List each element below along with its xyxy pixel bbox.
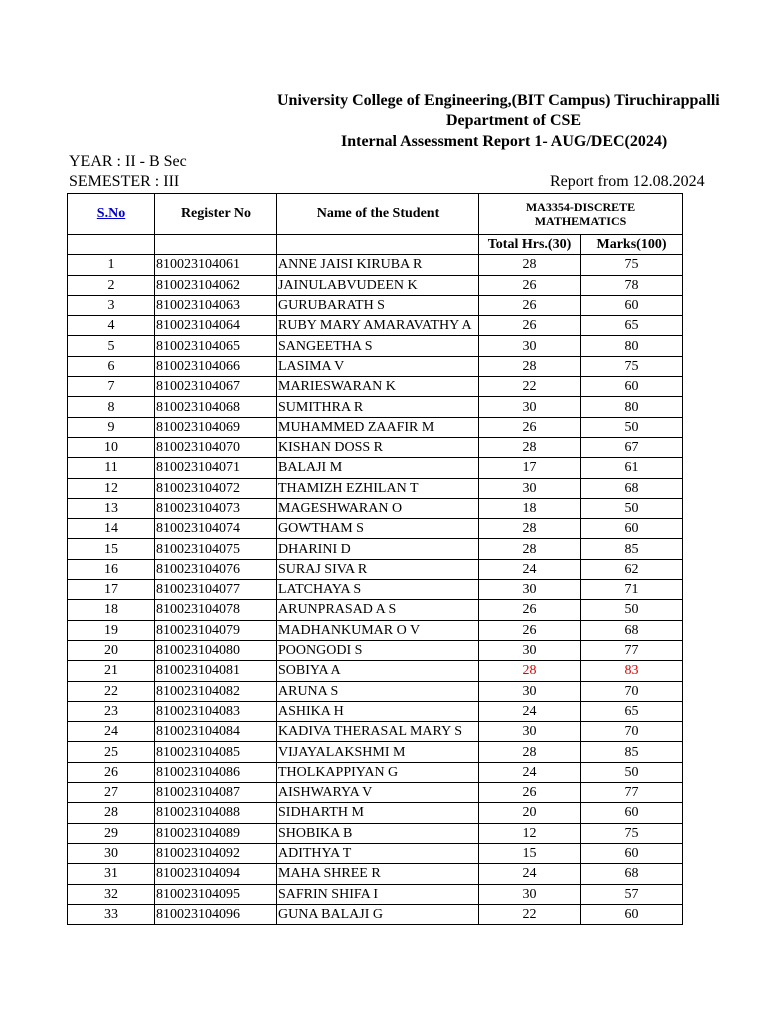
- total-hours-cell: 30: [479, 478, 581, 498]
- register-number-cell: 810023104087: [155, 783, 277, 803]
- serial-number-cell: 8: [68, 397, 155, 417]
- student-name-cell: SANGEETHA S: [277, 336, 479, 356]
- serial-number-cell: 30: [68, 843, 155, 863]
- total-hours-cell: 26: [479, 316, 581, 336]
- student-name-cell: MAHA SHREE R: [277, 864, 479, 884]
- serial-number-cell: 9: [68, 417, 155, 437]
- total-hours-cell: 24: [479, 864, 581, 884]
- total-hours-cell: 26: [479, 295, 581, 315]
- serial-number-cell: 10: [68, 437, 155, 457]
- table-row: [68, 255, 683, 275]
- serial-number-cell: 21: [68, 661, 155, 681]
- serial-number-cell: 6: [68, 356, 155, 376]
- marks-cell: 50: [581, 498, 683, 518]
- serial-number-cell: 11: [68, 458, 155, 478]
- total-hours-cell: 28: [479, 539, 581, 559]
- student-name-cell: SOBIYA A: [277, 661, 479, 681]
- serial-number-cell: 19: [68, 620, 155, 640]
- marks-cell: 61: [581, 458, 683, 478]
- register-no-header: Register No: [155, 194, 277, 235]
- serial-number-cell: 4: [68, 316, 155, 336]
- serial-number-cell: 32: [68, 884, 155, 904]
- marks-cell: 80: [581, 397, 683, 417]
- register-number-cell: 810023104073: [155, 498, 277, 518]
- register-number-cell: 810023104062: [155, 275, 277, 295]
- marks-cell: 57: [581, 884, 683, 904]
- total-hours-cell: 24: [479, 559, 581, 579]
- marks-cell: 78: [581, 275, 683, 295]
- total-hours-cell: 24: [479, 762, 581, 782]
- table-row: [68, 539, 683, 559]
- student-name-cell: ADITHYA T: [277, 843, 479, 863]
- total-hours-cell: 26: [479, 417, 581, 437]
- register-number-cell: 810023104088: [155, 803, 277, 823]
- serial-number-cell: 13: [68, 498, 155, 518]
- register-number-cell: 810023104086: [155, 762, 277, 782]
- serial-number-cell: 20: [68, 640, 155, 660]
- student-name-cell: SIDHARTH M: [277, 803, 479, 823]
- total-hours-cell: 26: [479, 783, 581, 803]
- register-number-cell: 810023104066: [155, 356, 277, 376]
- register-number-cell: 810023104064: [155, 316, 277, 336]
- semester: SEMESTER : III: [69, 173, 180, 190]
- student-name-cell: GURUBARATH S: [277, 295, 479, 315]
- marks-cell: 68: [581, 864, 683, 884]
- student-name-cell: SUMITHRA R: [277, 397, 479, 417]
- marks-cell: 75: [581, 823, 683, 843]
- student-name-cell: MARIESWARAN K: [277, 377, 479, 397]
- empty-header-cell: [68, 235, 155, 255]
- student-name-cell: GOWTHAM S: [277, 519, 479, 539]
- table-row: [68, 275, 683, 295]
- total-hours-cell: 12: [479, 823, 581, 843]
- register-number-cell: 810023104067: [155, 377, 277, 397]
- table-row: [68, 681, 683, 701]
- marks-cell: 60: [581, 904, 683, 924]
- serial-number-cell: 24: [68, 722, 155, 742]
- register-number-cell: 810023104076: [155, 559, 277, 579]
- table-row: [68, 701, 683, 721]
- student-name-cell: ARUNPRASAD A S: [277, 600, 479, 620]
- marks-cell: 85: [581, 742, 683, 762]
- register-number-cell: 810023104079: [155, 620, 277, 640]
- serial-number-cell: 3: [68, 295, 155, 315]
- table-row: [68, 559, 683, 579]
- student-name-cell: KISHAN DOSS R: [277, 437, 479, 457]
- table-row: [68, 783, 683, 803]
- register-number-cell: 810023104071: [155, 458, 277, 478]
- register-number-cell: 810023104095: [155, 884, 277, 904]
- total-hours-cell: 22: [479, 904, 581, 924]
- sno-header[interactable]: [68, 194, 155, 235]
- table-row: [68, 722, 683, 742]
- serial-number-cell: 16: [68, 559, 155, 579]
- student-name-cell: BALAJI M: [277, 458, 479, 478]
- total-hours-cell: 28: [479, 255, 581, 275]
- student-name-cell: MADHANKUMAR O V: [277, 620, 479, 640]
- table-row: [68, 336, 683, 356]
- student-name-cell: GUNA BALAJI G: [277, 904, 479, 924]
- table-row: [68, 620, 683, 640]
- serial-number-cell: 23: [68, 701, 155, 721]
- register-number-cell: 810023104074: [155, 519, 277, 539]
- serial-number-cell: 2: [68, 275, 155, 295]
- total-hours-cell: 15: [479, 843, 581, 863]
- table-row: [68, 580, 683, 600]
- student-name-cell: SURAJ SIVA R: [277, 559, 479, 579]
- serial-number-cell: 29: [68, 823, 155, 843]
- student-name-cell: MUHAMMED ZAAFIR M: [277, 417, 479, 437]
- table-row: [68, 316, 683, 336]
- serial-number-cell: 31: [68, 864, 155, 884]
- marks-cell: 71: [581, 580, 683, 600]
- total-hours-cell: 26: [479, 275, 581, 295]
- total-hours-cell: 26: [479, 620, 581, 640]
- total-hours-cell: 30: [479, 722, 581, 742]
- marks-cell: 50: [581, 762, 683, 782]
- marks-cell: 60: [581, 295, 683, 315]
- register-number-cell: 810023104084: [155, 722, 277, 742]
- sno-header-link[interactable]: S.No: [96, 206, 126, 221]
- student-name-cell: VIJAYALAKSHMI M: [277, 742, 479, 762]
- college-title: University College of Engineering,(BIT Campus) Tiruchirappalli: [277, 92, 720, 109]
- total-hours-cell: 30: [479, 397, 581, 417]
- table-row: [68, 904, 683, 924]
- total-hours-cell: 30: [479, 640, 581, 660]
- subject-header: MA3354-DISCRETE MATHEMATICS: [479, 194, 683, 235]
- total-hours-cell: 28: [479, 661, 581, 681]
- serial-number-cell: 25: [68, 742, 155, 762]
- table-row: [68, 762, 683, 782]
- table-row: [68, 843, 683, 863]
- serial-number-cell: 1: [68, 255, 155, 275]
- register-number-cell: 810023104070: [155, 437, 277, 457]
- student-name-cell: ARUNA S: [277, 681, 479, 701]
- marks-cell: 50: [581, 417, 683, 437]
- year-section: YEAR : II - B Sec: [69, 153, 187, 170]
- total-hours-cell: 30: [479, 681, 581, 701]
- register-number-cell: 810023104078: [155, 600, 277, 620]
- register-number-cell: 810023104092: [155, 843, 277, 863]
- serial-number-cell: 14: [68, 519, 155, 539]
- student-name-header: Name of the Student: [277, 194, 479, 235]
- total-hours-cell: 22: [479, 377, 581, 397]
- student-rows: [68, 255, 683, 925]
- table-row: [68, 377, 683, 397]
- marks-cell: 75: [581, 356, 683, 376]
- marks-cell: 65: [581, 701, 683, 721]
- total-hours-cell: 28: [479, 356, 581, 376]
- table-row: [68, 600, 683, 620]
- student-name-cell: ANNE JAISI KIRUBA R: [277, 255, 479, 275]
- register-number-cell: 810023104061: [155, 255, 277, 275]
- register-number-cell: 810023104081: [155, 661, 277, 681]
- total-hours-cell: 28: [479, 742, 581, 762]
- register-number-cell: 810023104068: [155, 397, 277, 417]
- table-row: [68, 884, 683, 904]
- table-row: [68, 661, 683, 681]
- register-number-cell: 810023104089: [155, 823, 277, 843]
- student-name-cell: AISHWARYA V: [277, 783, 479, 803]
- empty-header-cell: [277, 235, 479, 255]
- register-number-cell: 810023104083: [155, 701, 277, 721]
- serial-number-cell: 12: [68, 478, 155, 498]
- register-number-cell: 810023104069: [155, 417, 277, 437]
- student-name-cell: JAINULABVUDEEN K: [277, 275, 479, 295]
- marks-cell: 65: [581, 316, 683, 336]
- serial-number-cell: 15: [68, 539, 155, 559]
- student-name-cell: THOLKAPPIYAN G: [277, 762, 479, 782]
- student-name-cell: MAGESHWARAN O: [277, 498, 479, 518]
- serial-number-cell: 7: [68, 377, 155, 397]
- total-hours-cell: 26: [479, 600, 581, 620]
- total-hours-cell: 24: [479, 701, 581, 721]
- table-row: [68, 417, 683, 437]
- table-row: [68, 519, 683, 539]
- marks-cell: 60: [581, 377, 683, 397]
- marks-cell: 85: [581, 539, 683, 559]
- register-number-cell: 810023104080: [155, 640, 277, 660]
- marks-cell: 62: [581, 559, 683, 579]
- marks-table: [67, 193, 683, 925]
- serial-number-cell: 28: [68, 803, 155, 823]
- total-hours-cell: 30: [479, 580, 581, 600]
- table-row: [68, 823, 683, 843]
- report-from-date: Report from 12.08.2024: [550, 173, 705, 190]
- table-row: [68, 640, 683, 660]
- table-row: [68, 458, 683, 478]
- marks-cell: 75: [581, 255, 683, 275]
- student-name-cell: SAFRIN SHIFA I: [277, 884, 479, 904]
- marks-cell: 70: [581, 681, 683, 701]
- marks-cell: 77: [581, 783, 683, 803]
- total-hours-header: Total Hrs.(30): [479, 235, 581, 255]
- serial-number-cell: 17: [68, 580, 155, 600]
- total-hours-cell: 30: [479, 884, 581, 904]
- marks-cell: 60: [581, 803, 683, 823]
- serial-number-cell: 33: [68, 904, 155, 924]
- total-hours-cell: 30: [479, 336, 581, 356]
- register-number-cell: 810023104085: [155, 742, 277, 762]
- register-number-cell: 810023104094: [155, 864, 277, 884]
- total-hours-cell: 28: [479, 437, 581, 457]
- serial-number-cell: 22: [68, 681, 155, 701]
- register-number-cell: 810023104082: [155, 681, 277, 701]
- marks-cell: 83: [581, 661, 683, 681]
- student-name-cell: LATCHAYA S: [277, 580, 479, 600]
- empty-header-cell: [155, 235, 277, 255]
- marks-cell: 60: [581, 519, 683, 539]
- student-name-cell: SHOBIKA B: [277, 823, 479, 843]
- table-row: [68, 498, 683, 518]
- marks-cell: 68: [581, 620, 683, 640]
- register-number-cell: 810023104075: [155, 539, 277, 559]
- marks-cell: 50: [581, 600, 683, 620]
- register-number-cell: 810023104063: [155, 295, 277, 315]
- table-row: [68, 397, 683, 417]
- table-row: [68, 742, 683, 762]
- marks-cell: 77: [581, 640, 683, 660]
- total-hours-cell: 28: [479, 519, 581, 539]
- serial-number-cell: 5: [68, 336, 155, 356]
- total-hours-cell: 18: [479, 498, 581, 518]
- student-name-cell: THAMIZH EZHILAN T: [277, 478, 479, 498]
- marks-cell: 60: [581, 843, 683, 863]
- table-row: [68, 295, 683, 315]
- register-number-cell: 810023104072: [155, 478, 277, 498]
- report-title: Internal Assessment Report 1- AUG/DEC(2024): [341, 133, 668, 150]
- serial-number-cell: 18: [68, 600, 155, 620]
- table-row: [68, 803, 683, 823]
- student-name-cell: KADIVA THERASAL MARY S: [277, 722, 479, 742]
- serial-number-cell: 26: [68, 762, 155, 782]
- table-row: [68, 864, 683, 884]
- student-name-cell: LASIMA V: [277, 356, 479, 376]
- serial-number-cell: 27: [68, 783, 155, 803]
- marks-cell: 70: [581, 722, 683, 742]
- student-name-cell: ASHIKA H: [277, 701, 479, 721]
- table-row: [68, 356, 683, 376]
- total-hours-cell: 20: [479, 803, 581, 823]
- register-number-cell: 810023104065: [155, 336, 277, 356]
- register-number-cell: 810023104096: [155, 904, 277, 924]
- marks-cell: 68: [581, 478, 683, 498]
- department-title: Department of CSE: [446, 112, 582, 129]
- table-row: [68, 478, 683, 498]
- student-name-cell: POONGODI S: [277, 640, 479, 660]
- register-number-cell: 810023104077: [155, 580, 277, 600]
- marks-cell: 80: [581, 336, 683, 356]
- student-name-cell: RUBY MARY AMARAVATHY A: [277, 316, 479, 336]
- student-name-cell: DHARINI D: [277, 539, 479, 559]
- marks-cell: 67: [581, 437, 683, 457]
- marks-header: Marks(100): [581, 235, 683, 255]
- table-row: [68, 437, 683, 457]
- total-hours-cell: 17: [479, 458, 581, 478]
